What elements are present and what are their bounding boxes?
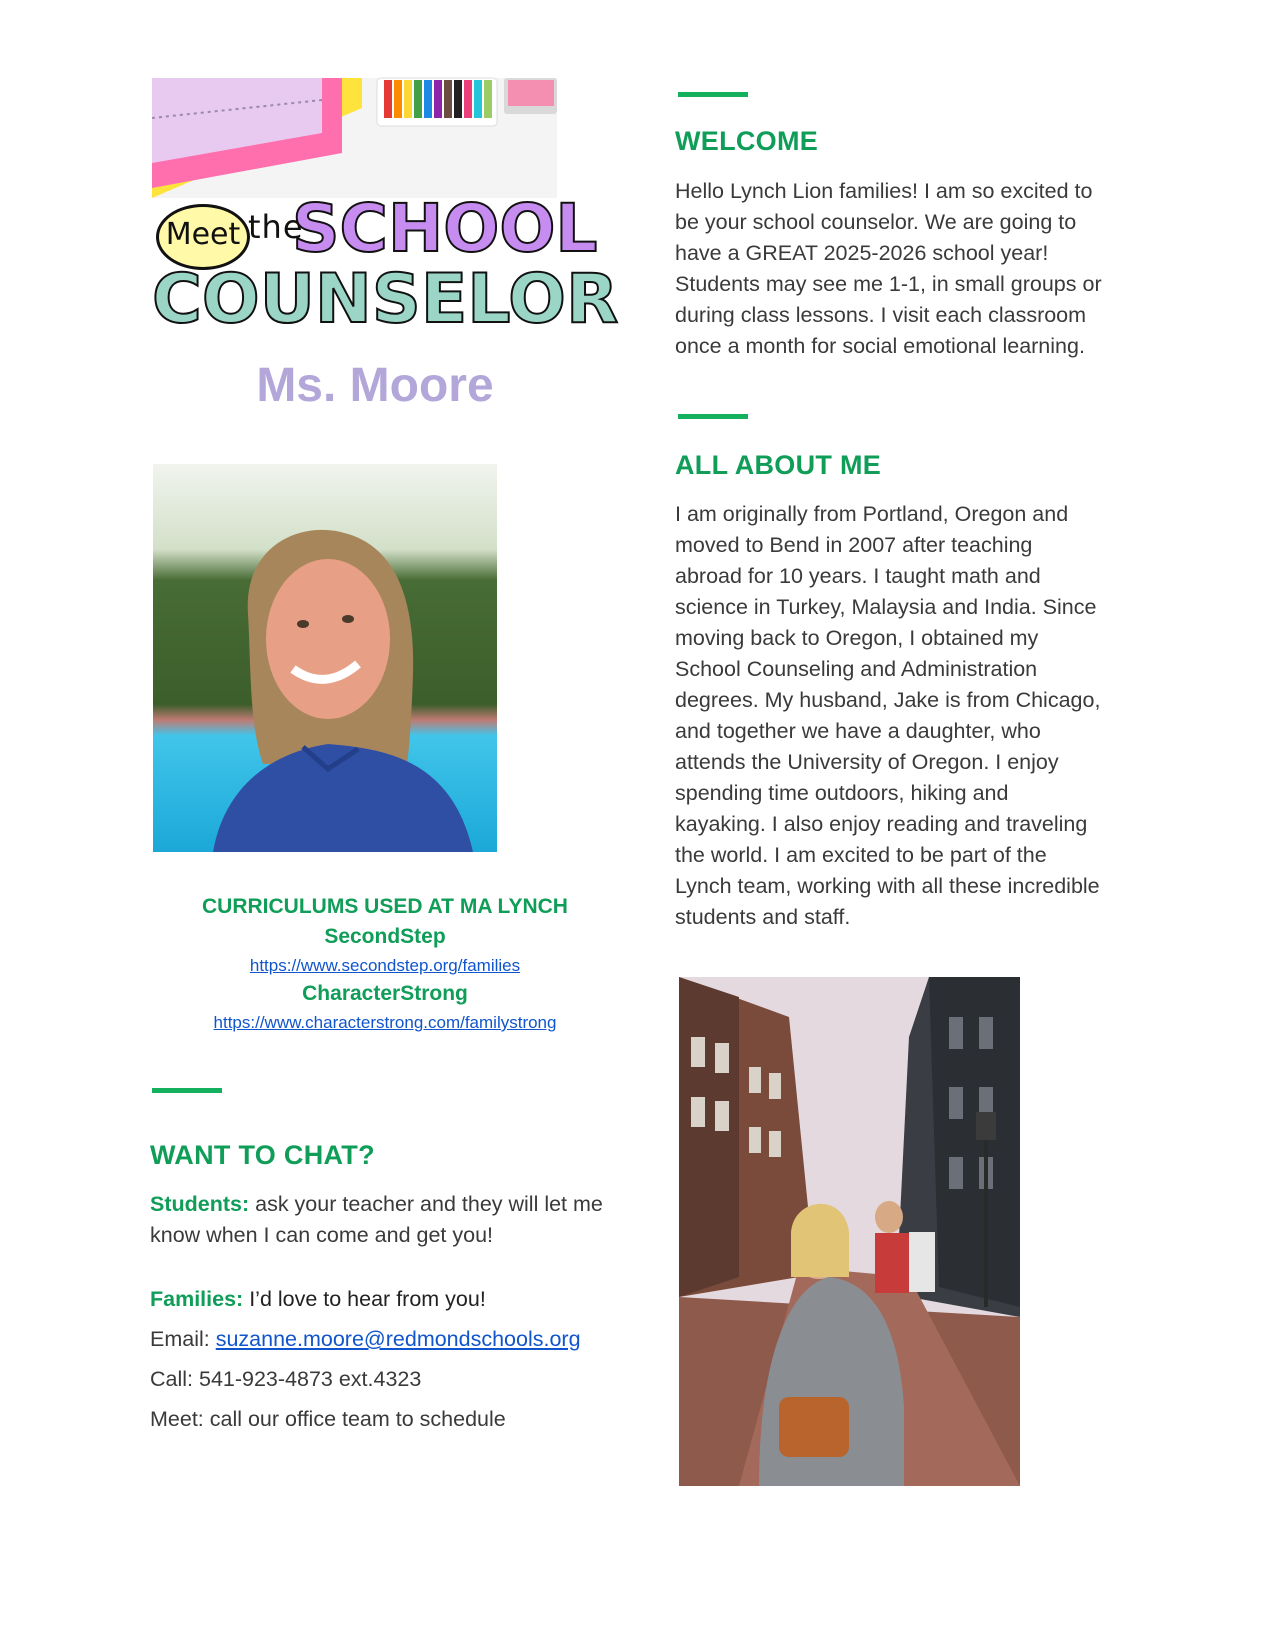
chat-section [150, 1189, 620, 1435]
email-line [150, 1324, 620, 1355]
email-link[interactable]: suzanne.moore@redmondschools.org [215, 1327, 581, 1351]
school-supplies-image [152, 78, 557, 198]
meet-line: Meet: call our office team to schedule [150, 1407, 506, 1431]
students-label: Students: [150, 1192, 250, 1216]
families-paragraph [150, 1284, 620, 1315]
about-paragraph: I am originally from Portland, Oregon and moved to Bend in 2007 after teaching abroad for 10 years. I taught math and science in Turkey, Malaysia and India. Since moving back to Oregon, I obtained my School Counseling and Administration degrees. My husband, Jake is from Chicago, and together we have a daughter, who attends the University of Oregon. I enjoy spending time outdoors, hiking and kayaking. I also enjoy reading and traveling the world. I am excited to be part of the Lynch team, working with all these incredible students and staff. [675, 502, 1101, 929]
counselor-text: COUNSELOR [152, 260, 619, 339]
students-text: ask your teacher and they will let me know when I can come and get you! [150, 1192, 603, 1247]
call-line: Call: 541-923-4873 ext.4323 [150, 1367, 422, 1391]
counselor-portrait-photo [153, 464, 497, 852]
about-accent-bar [678, 414, 748, 419]
welcome-paragraph: Hello Lynch Lion families! I am so excited to be your school counselor. We are going to have a GREAT 2025-2026 school year! Students may see me 1-1, in small groups or during class lessons. I visit each classroom once a month for social emotional learning. [675, 179, 1102, 358]
characterstrong-link[interactable]: https://www.characterstrong.com/familystrong [213, 1013, 557, 1032]
welcome-accent-bar [678, 92, 748, 97]
meet-the-counselor-graphic [152, 78, 619, 339]
travel-bicycle-photo [679, 977, 1020, 1486]
curriculums-section [150, 892, 620, 1036]
email-label: Email: [150, 1327, 210, 1351]
chat-accent-bar [152, 1088, 222, 1093]
about-heading: ALL ABOUT ME [675, 450, 882, 480]
students-paragraph [150, 1189, 620, 1251]
curriculum-name-secondstep: SecondStep [324, 925, 446, 948]
meet-text: Meet [165, 217, 241, 252]
the-text: the [248, 208, 304, 246]
school-text: SCHOOL [292, 190, 598, 267]
chat-heading: WANT TO CHAT? [150, 1140, 375, 1170]
curriculum-name-characterstrong: CharacterStrong [302, 982, 468, 1005]
families-label: Families: [150, 1287, 244, 1311]
counselor-word [152, 260, 618, 339]
welcome-heading: WELCOME [675, 126, 819, 156]
school-word [292, 190, 597, 267]
curriculums-heading: CURRICULUMS USED AT MA LYNCH [202, 895, 568, 918]
counselor-name-heading: Ms. Moore [256, 359, 494, 412]
secondstep-link[interactable]: https://www.secondstep.org/families [249, 956, 521, 975]
families-text: I’d love to hear from you! [249, 1287, 486, 1311]
